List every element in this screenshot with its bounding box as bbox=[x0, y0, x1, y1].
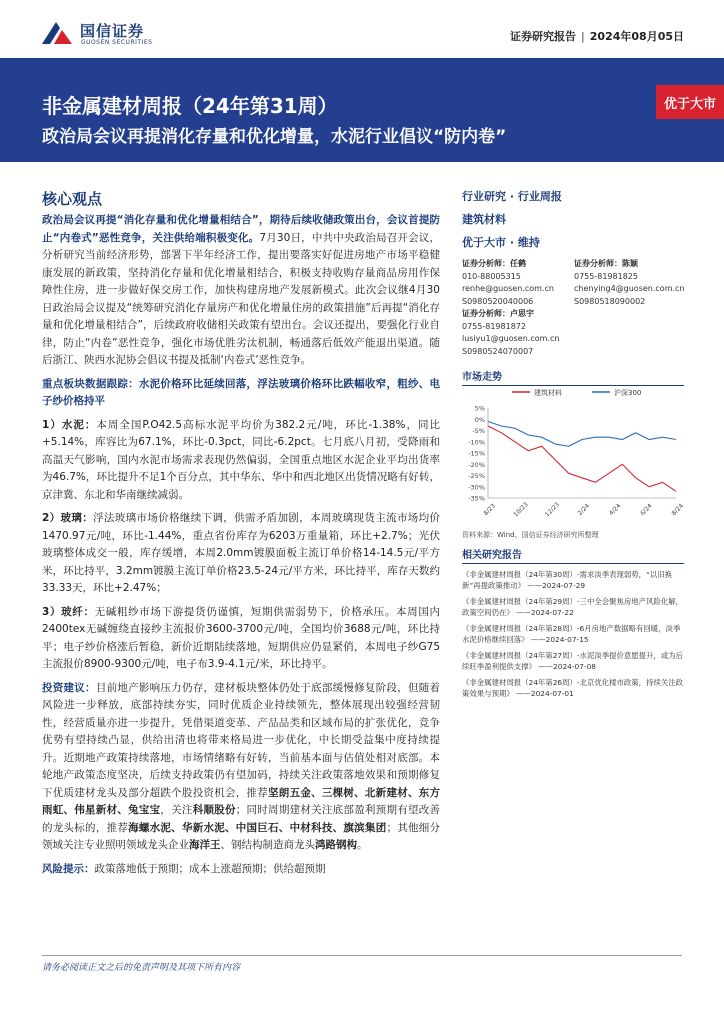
paragraph-cement bbox=[42, 417, 440, 505]
guosen-logo bbox=[40, 18, 190, 50]
paragraph-investment bbox=[42, 680, 440, 855]
risk-label: 风险提示： bbox=[42, 862, 95, 875]
investment-end: 。 bbox=[357, 839, 368, 851]
report-subtitle: 政治局会议再提消化存量和优化增量，水泥行业倡议“防内卷” bbox=[42, 127, 507, 147]
analyst-phone: 0755-81981825 bbox=[574, 271, 638, 281]
y-tick-label: -20% bbox=[468, 460, 485, 469]
side-column bbox=[462, 188, 684, 386]
industry-rating: 优于大市 · 维持 bbox=[462, 236, 540, 249]
picks-b: 科顺股份 bbox=[192, 804, 236, 816]
main-content bbox=[42, 212, 440, 884]
x-tick-label: 8/24 bbox=[670, 502, 684, 518]
x-tick-label: 12/23 bbox=[543, 501, 562, 519]
related-item[interactable]: 《非金属建材周报（24年第30周）-需求淡季表现弱势，“以旧换新”再提政策推动》 ——2024-07-29 bbox=[462, 570, 673, 590]
investment-mid-b: ；同时周期建材关注底部盈利预期有望改善的龙头标的，推荐 bbox=[42, 804, 441, 834]
y-tick-label: -5% bbox=[472, 427, 485, 435]
risk-body: 政策落地低于预期；成本上涨超预期；供给超预期 bbox=[94, 862, 326, 875]
related-reports bbox=[462, 546, 684, 705]
analyst-email[interactable]: chenying4@guosen.com.cn bbox=[574, 284, 685, 293]
industry-name: 建筑材料 bbox=[462, 213, 506, 226]
paragraph-data-head bbox=[42, 376, 440, 411]
title-banner bbox=[0, 58, 724, 162]
y-tick-label: -30% bbox=[468, 483, 485, 492]
investment-mid-c: ；其他细分领域关注专业照明领域龙头企业 bbox=[42, 821, 441, 851]
picks-e: 鸿路钢构 bbox=[315, 839, 357, 851]
picks-d: 海洋王 bbox=[189, 839, 221, 851]
report-title: 非金属建材周报（24年第31周） bbox=[42, 94, 338, 118]
market-trend-chart bbox=[462, 380, 684, 520]
report-meta bbox=[510, 28, 684, 44]
x-tick-label: 6/24 bbox=[639, 502, 654, 518]
report-date: 2024年08月05日 bbox=[589, 30, 684, 43]
x-tick-label: 8/23 bbox=[482, 502, 498, 518]
paragraph-glass bbox=[42, 510, 440, 598]
section-title-core: 核心观点 bbox=[42, 190, 103, 208]
analyst-cert: S0980524070007 bbox=[462, 346, 534, 356]
meta-separator: | bbox=[581, 30, 585, 43]
analyst-label: 证券分析师：任鹤 bbox=[462, 259, 526, 268]
y-tick-label: -25% bbox=[468, 472, 485, 480]
investment-mid-d: 、钢结构制造商龙头 bbox=[220, 839, 315, 851]
analyst-grid bbox=[462, 258, 684, 308]
legend-label: 建筑材料 bbox=[534, 389, 562, 397]
analyst-card bbox=[462, 308, 684, 358]
related-item[interactable]: 《非金属建材周报（24年第27周）-水泥淡季提价意愿提升，或为后续旺季盈利提供支撑》 ——2024-07-08 bbox=[462, 651, 684, 671]
y-tick-label: -10% bbox=[468, 438, 485, 447]
analyst-cert: S0980520040006 bbox=[462, 296, 534, 306]
footer-disclaimer: 请务必阅读正文之后的免责声明及其项下所有内容 bbox=[42, 963, 241, 973]
logo-text-cn: 国信证券 bbox=[80, 22, 145, 40]
y-tick-label: 5% bbox=[474, 404, 485, 413]
paragraph-risk bbox=[42, 861, 440, 879]
y-tick-label: -35% bbox=[468, 494, 485, 503]
analyst-card bbox=[574, 258, 684, 308]
analyst-phone: 0755-81981872 bbox=[462, 321, 526, 331]
analyst-label: 证券分析师：陈颖 bbox=[574, 259, 638, 268]
paragraph-policy-body: 7月30日，中共中央政治局召开会议，分析研究当前经济形势，部署下半年经济工作，提出要落实好促进房地产市场平稳健康发展的新政策，坚持消化存量和优化增量相结合，积极支持收购存量商品房用作保障性住房，进一步做好保交房工作，加快构建房地产发展新模式。此次会议继4月30日政治局会议提及“统筹研究消化存量房产和优化增量住房的政策措施”后再提“消化存量和优化增量相结合”，后续政府收储相关政策有望出台。会议还提出，要强化行业自律，防止“内卷”恶性竞争，强化市场优胜劣汰机制，畅通落后低效产能退出渠道。随后浙江、陕西水泥协会倡议书提及抵制‘内卷式’恶性竞争。 bbox=[42, 231, 440, 366]
y-tick-label: 0% bbox=[474, 415, 485, 424]
x-tick-label: 4/24 bbox=[607, 502, 623, 518]
analyst-phone: 010-88005315 bbox=[462, 271, 521, 281]
x-tick-label: 2/24 bbox=[576, 502, 592, 518]
report-type: 证券研究报告 bbox=[510, 30, 577, 43]
paragraph-policy-head: 政治局会议再提“消化存量和优化增量相结合”，期待后续收储政策出台，会议首提防止“内卷式”恶性竞争，关注供给端积极变化。 bbox=[42, 214, 440, 244]
legend-label: 沪深300 bbox=[614, 389, 642, 397]
analyst-email[interactable]: lusiyu1@guosen.com.cn bbox=[462, 334, 560, 343]
y-tick-label: -15% bbox=[468, 449, 485, 458]
investment-mid-a: ，关注 bbox=[160, 804, 193, 816]
series-line bbox=[488, 426, 676, 491]
analyst-card bbox=[462, 258, 574, 308]
investment-label: 投资建议： bbox=[42, 681, 96, 694]
chart-source: 资料来源：Wind、国信证券经济研究所整理 bbox=[462, 531, 599, 539]
picks-c: 海螺水泥、华新水泥、中国巨石、中材科技、旗滨集团 bbox=[128, 821, 387, 834]
related-list bbox=[462, 570, 684, 699]
fiberglass-label: 3）玻纤： bbox=[42, 605, 95, 618]
trend-chart-svg bbox=[462, 380, 684, 520]
analyst-cert: S0980518090002 bbox=[574, 296, 646, 306]
logo-text-en: GUOSEN SECURITIES bbox=[81, 39, 153, 46]
related-reports-title: 相关研究报告 bbox=[462, 546, 684, 564]
report-header bbox=[0, 0, 724, 58]
footer-divider bbox=[42, 955, 682, 956]
cement-label: 1）水泥： bbox=[42, 418, 97, 431]
market-trend-title: 市场走势 bbox=[462, 368, 684, 386]
related-item[interactable]: 《非金属建材周报（24年第28周）-6月房地产数据略有回暖，淡季水泥价格继续回落》 ——2024-07-15 bbox=[462, 624, 681, 644]
investment-body-a: 目前地产影响压力仍存，建材板块整体仍处于底部缓慢修复阶段，但随着风险进一步释放，底部持续夯实，同时优质企业持续领先，整体展现出较强经营韧性，经营质量亦进一步提升，凭借渠道变革、产品品类和区域布局的扩张优化，竞争优势有望持续凸显，供给出清也将带来格局进一步优化，中长期受益集中度持续提升。近期地产政策持续落地，市场情绪略有好转，当前基本面与估值处相对底部。本轮地产政策态度坚决，后续支持政策仍有望加码，持续关注政策落地效果和预期修复下优质建材龙头及部分超跌个股投资机会，推荐 bbox=[42, 681, 441, 799]
analyst-email[interactable]: renhe@guosen.com.cn bbox=[462, 284, 554, 293]
cement-body: 本周全国P.O42.5高标水泥平均价为382.2元/吨，环比-1.38%，同比+5.14%，库容比为67.1%，环比-0.3pct，同比-6.2pct。七月底八月初，受降雨和高温天气影响，国内水泥市场需求表现仍然偏弱，全国重点地区水泥企业平均出货率为46.7%，环比提升不足1个百分点，其中华东、华中和西北地区出货情况略有好转，京津冀、东北和华南继续减弱。 bbox=[42, 418, 440, 501]
fiberglass-body: 无碱粗纱市场下游提货仍谨慎，短期供需弱势下，价格承压。本周国内2400tex无碱缠绕直接纱主流报价3600-3700元/吨，全国均价3688元/吨，环比持平；电子纱价格涨后暂稳，新价近期陆续落地，短期供应仍显紧俏，本周电子纱G75主流报价8900-9300元/吨，电子布3.9-4.1元/米，环比持平。 bbox=[42, 605, 440, 670]
related-item[interactable]: 《非金属建材周报（24年第29周）-三中全会聚焦房地产风险化解，政策空间仍在》 ——2024-07-22 bbox=[462, 597, 684, 617]
glass-label: 2）玻璃： bbox=[42, 512, 94, 524]
analyst-label: 证券分析师：卢思宇 bbox=[462, 309, 534, 318]
picks-a: 坚朗五金、三棵树、北新建材、东方雨虹、伟星新材、兔宝宝 bbox=[42, 786, 441, 816]
glass-body: 浮法玻璃市场价格继续下调，供需矛盾加剧，本周玻璃现货主流市场均价1470.97元/吨，环比-1.44%，重点省份库存为6203万重量箱，环比+2.7%；光伏玻璃整体成交一般，库存缓增，本周2.0mm镀膜面板主流订单价格14-14.5元/平方米，环比持平，3.2mm镀膜主流订单价格23.5-24元/平方米，环比持平，库存天数约33.33天，环比+2.47%； bbox=[42, 512, 441, 594]
data-tracking-head: 重点板块数据跟踪：水泥价格环比延续回落，浮法玻璃价格环比跌幅收窄，粗纱、电子纱价格持平 bbox=[42, 377, 440, 407]
report-category: 行业研究 · 行业周报 bbox=[462, 190, 562, 203]
rating-badge: 优于大市 bbox=[656, 85, 724, 119]
paragraph-policy bbox=[42, 212, 440, 370]
related-item[interactable]: 《非金属建材周报（24年第26周）-北京优化楼市政策，持续关注政策效果与预期》 ——2024-07-01 bbox=[462, 678, 684, 698]
x-tick-label: 10/23 bbox=[512, 501, 530, 519]
guosen-logo-icon bbox=[40, 18, 74, 48]
paragraph-fiberglass bbox=[42, 604, 440, 674]
